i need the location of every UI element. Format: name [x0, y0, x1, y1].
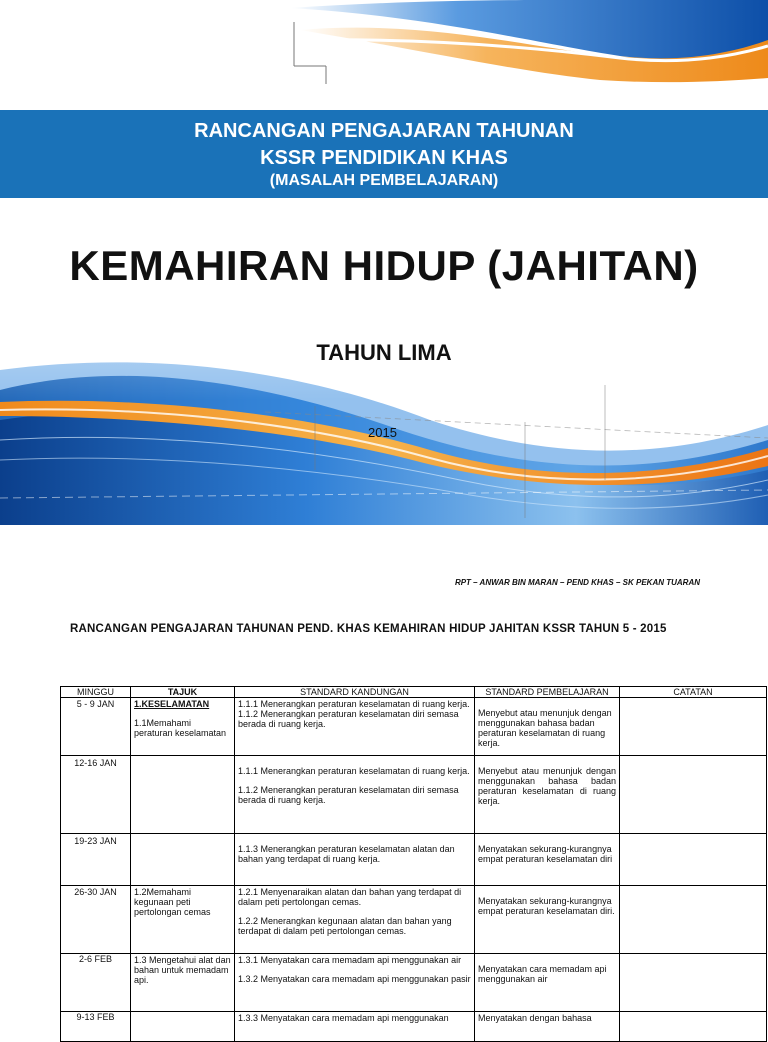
- standard-pembelajaran-cell: [475, 886, 620, 954]
- tajuk-text: 1.2Memahami kegunaan peti pertolongan cemas: [134, 887, 211, 917]
- standard-pembelajaran-cell: [475, 698, 620, 756]
- sk-item: 1.1.3 Menerangkan peraturan keselamatan alatan dan bahan yang terdapat di ruang kerja.: [238, 844, 455, 864]
- minggu-cell: 26-30 JAN: [61, 886, 131, 954]
- tajuk-text: 1.3 Mengetahui alat dan bahan untuk memadam api.: [134, 955, 231, 985]
- tajuk-cell: [131, 1012, 235, 1042]
- minggu-cell: 5 - 9 JAN: [61, 698, 131, 756]
- tajuk-cell: [131, 756, 235, 834]
- year-label: 2015: [368, 425, 397, 440]
- main-title: KEMAHIRAN HIDUP (JAHITAN): [69, 242, 699, 289]
- table-row: [61, 886, 767, 954]
- sk-item: 1.1.1 Menerangkan peraturan keselamatan di ruang kerja.: [238, 766, 470, 776]
- standard-kandungan-cell: [235, 756, 475, 834]
- header-line-3: (MASALAH PEMBELAJARAN): [269, 172, 499, 189]
- sp-text: Menyatakan cara memadam api menggunakan air: [478, 964, 607, 984]
- tajuk-title: 1.KESELAMATAN: [134, 699, 210, 709]
- standard-kandungan-cell: [235, 886, 475, 954]
- tajuk-text: 1.1Memahami peraturan keselamatan: [134, 718, 227, 738]
- tajuk-cell: [131, 698, 235, 756]
- author-credit: RPT – ANWAR BIN MARAN – PEND KHAS – SK PEKAN TUARAN: [454, 578, 700, 587]
- standard-kandungan-cell: [235, 698, 475, 756]
- sk-item: 1.1.1 Menerangkan peraturan keselamatan di ruang kerja.: [238, 699, 470, 709]
- standard-kandungan-cell: [235, 834, 475, 886]
- sp-text: Menyebut atau menunjuk dengan menggunakan bahasa badan peraturan keselamatan di ruang kerja.: [478, 708, 612, 748]
- standard-pembelajaran-cell: [475, 954, 620, 1012]
- catatan-cell: [620, 1012, 767, 1042]
- col-header-minggu: MINGGU: [61, 687, 131, 698]
- sp-text: Menyatakan sekurang-kurangnya empat peraturan keselamatan diri.: [478, 896, 615, 916]
- sk-item: 1.1.2 Menerangkan peraturan keselamatan diri semasa berada di ruang kerja.: [238, 709, 459, 729]
- sk-item: 1.2.2 Menerangkan kegunaan alatan dan bahan yang terdapat di dalam peti pertolongan cemas.: [238, 916, 452, 936]
- tajuk-cell: [131, 886, 235, 954]
- minggu-cell: 12-16 JAN: [61, 756, 131, 834]
- table-row: [61, 1012, 767, 1042]
- sp-text: Menyebut atau menunjuk dengan menggunakan bahasa badan peraturan keselamatan di ruang kerja.: [478, 766, 616, 806]
- annual-plan-table: [60, 686, 767, 1042]
- header-swoosh-graphic: [0, 0, 768, 110]
- sk-item: 1.3.2 Menyatakan cara memadam api menggunakan pasir: [238, 974, 471, 984]
- col-header-catatan: CATATAN: [620, 687, 767, 698]
- header-line-2: KSSR PENDIDIKAN KHAS: [260, 147, 508, 169]
- sk-item: 1.3.1 Menyatakan cara memadam api menggunakan air: [238, 955, 462, 965]
- catatan-cell: [620, 834, 767, 886]
- plan-heading: RANCANGAN PENGAJARAN TAHUNAN PEND. KHAS KEMAHIRAN HIDUP JAHITAN KSSR TAHUN 5 - 2015: [70, 623, 667, 635]
- minggu-cell: 19-23 JAN: [61, 834, 131, 886]
- catatan-cell: [620, 886, 767, 954]
- catatan-cell: [620, 756, 767, 834]
- tajuk-cell: [131, 954, 235, 1012]
- standard-pembelajaran-cell: [475, 834, 620, 886]
- subtitle: TAHUN LIMA: [316, 340, 452, 365]
- table-row: [61, 698, 767, 756]
- catatan-cell: [620, 954, 767, 1012]
- sk-item: 1.3.3 Menyatakan cara memadam api menggunakan: [238, 1013, 449, 1023]
- table-row: [61, 834, 767, 886]
- col-header-tajuk: TAJUK: [131, 687, 235, 698]
- table-row: [61, 954, 767, 1012]
- tajuk-cell: [131, 834, 235, 886]
- minggu-cell: 2-6 FEB: [61, 954, 131, 1012]
- col-header-standard-pembelajaran: STANDARD PEMBELAJARAN: [475, 687, 620, 698]
- table-row: [61, 756, 767, 834]
- standard-pembelajaran-cell: [475, 1012, 620, 1042]
- col-header-standard-kandungan: STANDARD KANDUNGAN: [235, 687, 475, 698]
- minggu-cell: 9-13 FEB: [61, 1012, 131, 1042]
- title-band: [0, 110, 768, 198]
- sp-text: Menyatakan dengan bahasa: [478, 1013, 592, 1023]
- header-line-1: RANCANGAN PENGAJARAN TAHUNAN: [194, 120, 574, 142]
- sp-text: Menyatakan sekurang-kurangnya empat peraturan keselamatan diri: [478, 844, 613, 864]
- standard-kandungan-cell: [235, 954, 475, 1012]
- table-header-row: [61, 687, 767, 698]
- sk-item: 1.1.2 Menerangkan peraturan keselamatan diri semasa berada di ruang kerja.: [238, 785, 459, 805]
- standard-kandungan-cell: [235, 1012, 475, 1042]
- sk-item: 1.2.1 Menyenaraikan alatan dan bahan yang terdapat di dalam peti pertolongan cemas.: [238, 887, 462, 907]
- standard-pembelajaran-cell: [475, 756, 620, 834]
- catatan-cell: [620, 698, 767, 756]
